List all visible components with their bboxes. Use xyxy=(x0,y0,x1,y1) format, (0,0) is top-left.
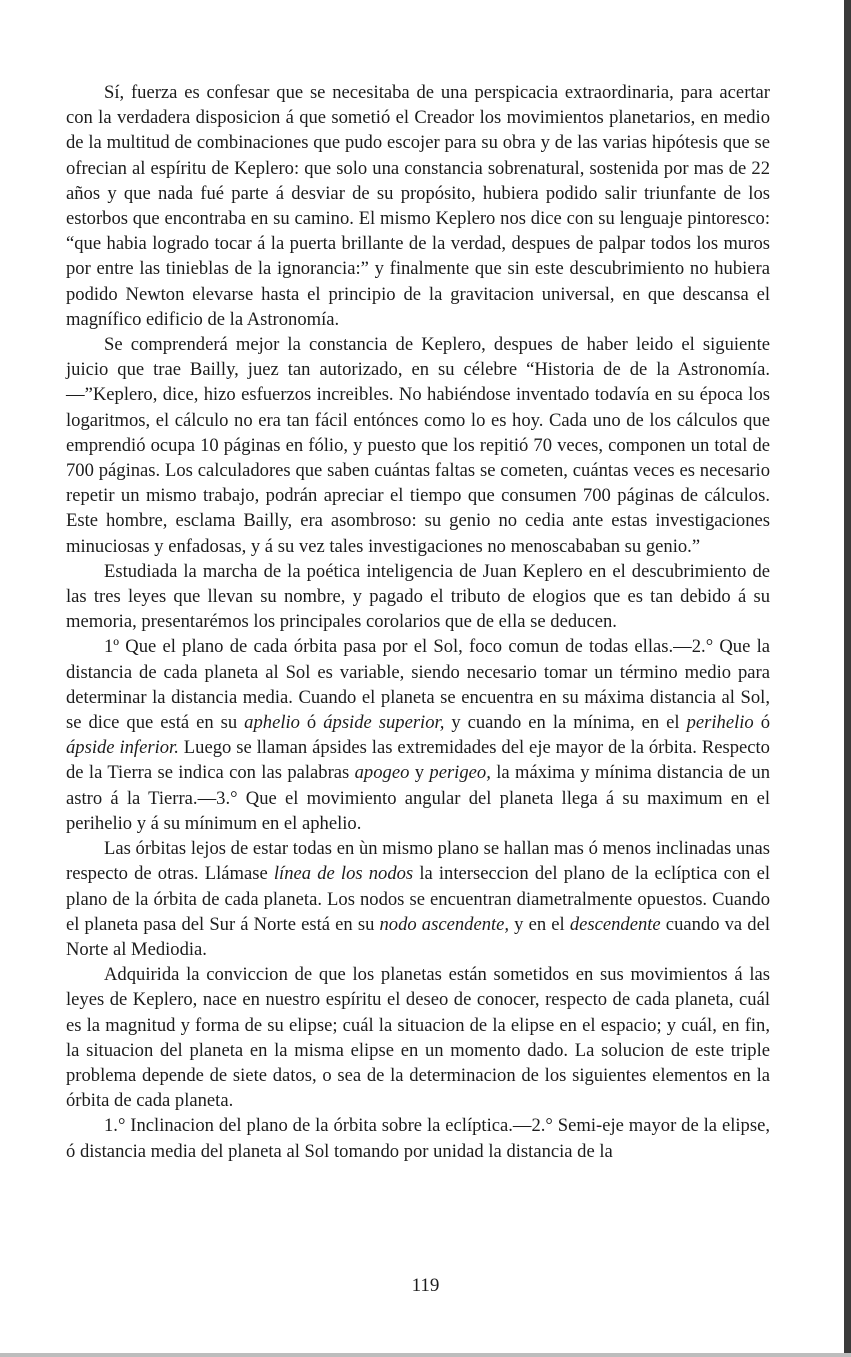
text-run: Adquirida la conviccion de que los planetas están sometidos en sus movimientos á las leyes de Keplero, nace en nuestro espíritu el deseo de conocer, respecto de cada planeta, cuál es la magnitud y forma de su elipse; cuál la situacion de la elipse en el espacio; y cuál, en fin, la situacion del planeta en la misma elipse en un momento dado. La solucion de este triple problema depende de siete datos, o sea de la determinacion de los siguientes elementos en la órbita de cada planeta. xyxy=(66,964,770,1112)
paragraph-triple-problema xyxy=(66,962,770,1113)
text-run: ó xyxy=(299,712,324,734)
italic-term: aphelio xyxy=(244,712,300,734)
italic-term: nodo ascendente, xyxy=(379,913,510,935)
body-text xyxy=(66,80,770,1164)
paragraph-bailly-juicio xyxy=(66,332,770,559)
text-run: cuando va del Norte al Mediodia. xyxy=(66,913,771,960)
text-run: y en el xyxy=(509,913,570,935)
paragraph-tres-leyes xyxy=(66,559,770,635)
italic-term: descendente xyxy=(569,913,661,935)
text-run: y cuando en la mínima, en el xyxy=(444,712,687,734)
paragraph-linea-nodos xyxy=(66,836,770,962)
text-run: Luego se llaman ápsides las extremidades del eje mayor de la órbita. Respecto de la Tierra se indica con las palabras xyxy=(66,737,770,784)
text-run: la interseccion del plano de la eclíptica con el plano de la órbita de cada planeta. Los nodos se encuentran diametralmente opuestos. Cuando el planeta pasa del Sur á Norte está en su xyxy=(66,863,770,935)
italic-term: perigeo, xyxy=(429,762,491,784)
text-run: Se comprenderá mejor la constancia de Keplero, despues de haber leido el siguiente juicio que trae Bailly, juez tan autorizado, en su célebre “Historia de de la Astronomía.—”Keplero, dice, hizo esfuerzos increibles. No habiéndose inventado todavía en su época los logaritmos, el cálculo no era tan fácil entónces como lo es hoy. Cada uno de los cálculos que emprendió ocupa 10 páginas en fólio, y puesto que los repitió 70 veces, componen un total de 700 páginas. Los calculadores que saben cuántas faltas se cometen, cuántas veces es necesario repetir un mismo trabajo, podrán apreciar el tiempo que consumen 700 páginas de cálculos. Este hombre, esclama Bailly, era asombroso: su genio no cedia ante estas investigaciones minuciosas y enfadosas, y á su vez tales investigaciones no menoscababan su genio.” xyxy=(66,334,770,557)
paragraph-keplero-perspicacia xyxy=(66,80,770,332)
italic-term: ápside inferior. xyxy=(66,737,179,759)
paragraph-corolarios xyxy=(66,634,770,836)
text-run: Estudiada la marcha de la poética inteligencia de Juan Keplero en el descubrimiento de las tres leyes que llevan su nombre, y pagado el tributo de elogios que es tan debido á su memoria, presentarémos los principales corolarios que de ella se deducen. xyxy=(66,560,770,633)
text-run: 1º Que el plano de cada órbita pasa por el Sol, foco comun de todas ellas.—2.° Que la distancia de cada planeta al Sol es variable, siendo necesario tomar un término medio para determinar la distancia media. Cuando el planeta se encuentra en su máxima distancia al Sol, se dice que está en su xyxy=(66,636,770,734)
text-run: Sí, fuerza es confesar que se necesitaba de una perspicacia extraordinaria, para acertar con la verdadera disposicion á que sometió el Creador los movimientos planetarios, en medio de la multitud de combinaciones que pudo escojer para su obra y de las varias hipótesis que se ofrecian al espíritu de Keplero: que solo una constancia sobrenatural, sostenida por mas de 22 años y que nada fué parte á desviar de su propósito, hubiera podido salir triunfante de los estorbos que encontraba en su camino. El mismo Keplero nos dice con su lenguaje pintoresco: “que habia logrado tocar á la puerta brillante de la verdad, despues de palpar todos los muros por entre las tinieblas de la ignorancia:” y finalmente que sin este descubrimiento no hubiera podido Newton elevarse hasta el principio de la gravitacion universal, en que descansa el magnífico edificio de la Astronomía. xyxy=(66,82,770,330)
paragraph-elementos-orbita xyxy=(66,1113,770,1163)
scan-edge-right xyxy=(844,0,851,1357)
text-run: Las órbitas lejos de estar todas en ùn mismo plano se hallan mas ó menos inclinadas unas respecto de otras. Llámase xyxy=(66,838,770,885)
page-number: 119 xyxy=(411,1275,440,1296)
italic-term: perihelio xyxy=(686,712,754,734)
scan-edge-bottom xyxy=(0,1353,851,1357)
text-run: y xyxy=(409,762,430,784)
text-run: 1.° Inclinacion del plano de la órbita sobre la eclíptica.—2.° Semi-eje mayor de la elipse, ó distancia media del planeta al Sol tomando por unidad la distancia de la xyxy=(66,1115,770,1162)
text-run: la máxima y mínima distancia de un astro á la Tierra.—3.° Que el movimiento angular del planeta llega á su maximum en el perihelio y á su mínimum en el aphelio. xyxy=(66,762,770,834)
italic-term: apogeo xyxy=(354,762,410,784)
italic-term: ápside superior, xyxy=(323,712,445,734)
italic-term: línea de los nodos xyxy=(273,863,414,885)
text-run: ó xyxy=(753,712,770,734)
